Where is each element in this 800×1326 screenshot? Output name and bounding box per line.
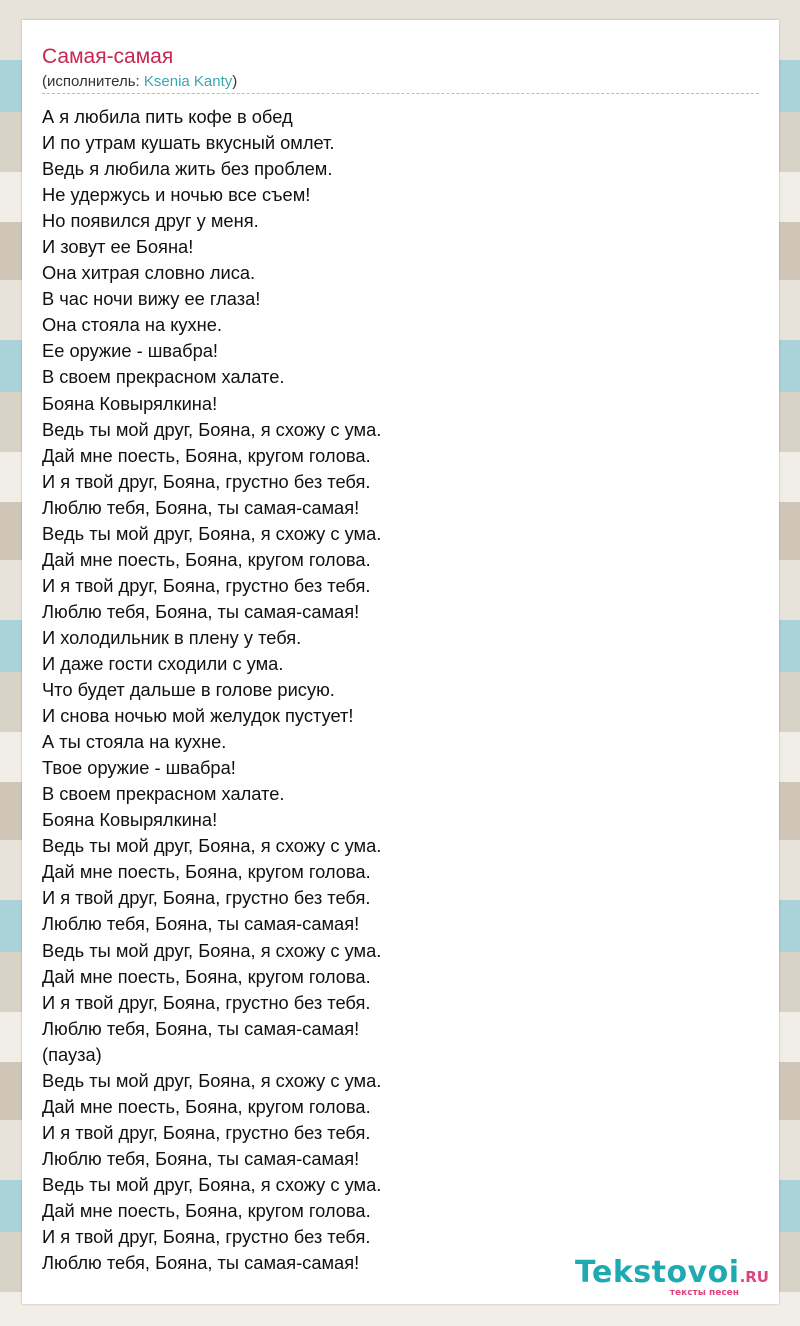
lyric-line: Бояна Ковырялкина! (42, 809, 218, 831)
lyric-line: В своем прекрасном халате. (42, 783, 285, 805)
lyric-line: Люблю тебя, Бояна, ты самая-самая! (42, 1252, 360, 1274)
artist-line (42, 73, 237, 91)
lyric-line: Дай мне поесть, Бояна, кругом голова. (42, 548, 371, 570)
lyric-line: Дай мне поесть, Бояна, кругом голова. (42, 965, 371, 987)
lyric-line: И даже гости сходили с ума. (42, 652, 284, 674)
lyric-line: И я твой друг, Бояна, грустно без тебя. (42, 887, 371, 909)
lyric-line: Не удержусь и ночью все съем! (42, 184, 311, 206)
lyric-line: И я твой друг, Бояна, грустно без тебя. (42, 470, 371, 492)
lyric-line: А ты стояла на кухне. (42, 731, 227, 753)
logo-domain: .RU (739, 1268, 769, 1286)
logo-tagline: тексты песен (669, 1288, 739, 1298)
lyric-line: Ведь ты мой друг, Бояна, я схожу с ума. (42, 939, 382, 961)
lyric-line: (пауза) (42, 1043, 102, 1065)
lyric-line: Люблю тебя, Бояна, ты самая-самая! (42, 1017, 360, 1039)
lyric-line: Ведь ты мой друг, Бояна, я схожу с ума. (42, 522, 382, 544)
lyric-line: Ведь ты мой друг, Бояна, я схожу с ума. (42, 418, 382, 440)
lyric-line: Ведь ты мой друг, Бояна, я схожу с ума. (42, 835, 382, 857)
lyric-line: Что будет дальше в голове рисую. (42, 679, 335, 701)
lyric-line: В час ночи вижу ее глаза! (42, 288, 261, 310)
lyric-line: Люблю тебя, Бояна, ты самая-самая! (42, 496, 360, 518)
lyric-line: Дай мне поесть, Бояна, кругом голова. (42, 1199, 371, 1221)
lyric-line: Но появился друг у меня. (42, 210, 259, 232)
lyric-line: И холодильник в плену у тебя. (42, 626, 302, 648)
lyric-line: Она стояла на кухне. (42, 314, 223, 336)
lyric-line: Люблю тебя, Бояна, ты самая-самая! (42, 913, 360, 935)
lyric-line: А я любила пить кофе в обед (42, 106, 293, 127)
lyric-line: Ее оружие - швабра! (42, 340, 218, 362)
lyric-line: Твое оружие - швабра! (42, 757, 236, 779)
lyrics-list (42, 104, 381, 1276)
lyric-line: И я твой друг, Бояна, грустно без тебя. (42, 991, 371, 1013)
lyric-line: И я твой друг, Бояна, грустно без тебя. (42, 574, 371, 596)
artist-link[interactable]: Ksenia Kanty (143, 73, 233, 90)
lyrics-card (22, 20, 779, 1304)
logo-wordmark: Tekstovoi (575, 1255, 740, 1290)
song-title: Самая-самая (42, 45, 174, 68)
lyric-line: Бояна Ковырялкина! (42, 392, 218, 414)
lyric-line: В своем прекрасном халате. (42, 366, 285, 388)
lyric-line: Дай мне поесть, Бояна, кругом голова. (42, 1095, 371, 1117)
lyric-line: И я твой друг, Бояна, грустно без тебя. (42, 1121, 371, 1143)
lyric-line: И снова ночью мой желудок пустует! (42, 705, 354, 727)
lyric-line: И по утрам кушать вкусный омлет. (42, 132, 335, 154)
artist-suffix: ) (232, 73, 238, 90)
lyric-line: Люблю тебя, Бояна, ты самая-самая! (42, 1147, 360, 1169)
lyric-line: Ведь ты мой друг, Бояна, я схожу с ума. (42, 1069, 382, 1091)
title-divider (42, 93, 759, 94)
lyric-line: И я твой друг, Бояна, грустно без тебя. (42, 1226, 371, 1248)
lyric-line: Ведь я любила жить без проблем. (42, 158, 333, 180)
lyric-line: Дай мне поесть, Бояна, кругом голова. (42, 861, 371, 883)
site-logo[interactable] (575, 1255, 769, 1298)
lyric-line: Люблю тебя, Бояна, ты самая-самая! (42, 600, 360, 622)
lyric-line: Дай мне поесть, Бояна, кругом голова. (42, 444, 371, 466)
lyric-line: Она хитрая словно лиса. (42, 262, 256, 284)
lyric-line: Ведь ты мой друг, Бояна, я схожу с ума. (42, 1173, 382, 1195)
lyric-line: И зовут ее Бояна! (42, 236, 194, 258)
artist-prefix: (исполнитель: (42, 73, 144, 90)
